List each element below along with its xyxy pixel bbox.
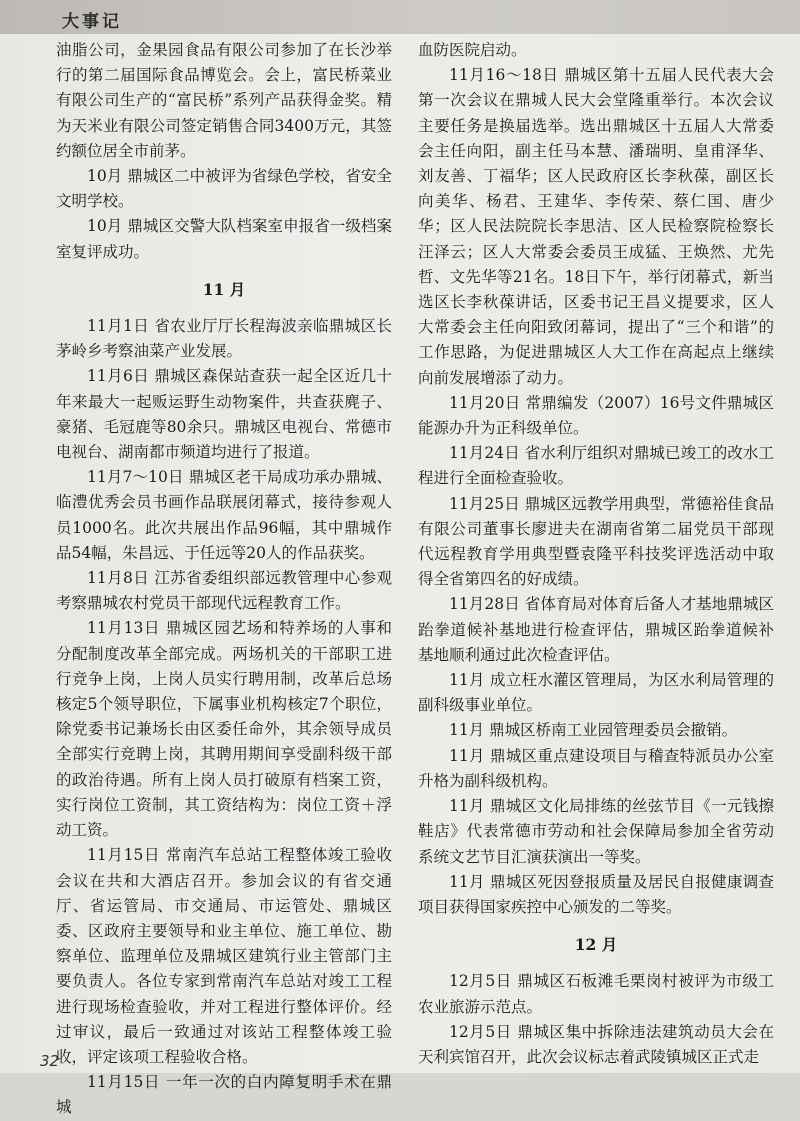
event-paragraph: 12月5日 鼎城区集中拆除违法建筑动员大会在天利宾馆召开，此次会议标志着武陵镇城区正式走 — [418, 1022, 774, 1066]
event-paragraph: 11月25日 鼎城区远教学用典型，常德裕佳食品有限公司董事长廖进夫在湖南省第二届党员干部现代远程教育学用典型暨袁隆平科技奖评选活动中取得全省第四名的好成绩。 — [418, 494, 774, 589]
month-heading: 11 月 — [202, 279, 246, 299]
event-paragraph: 11月24日 省水利厅组织对鼎城已竣工的改水工程进行全面检查验收。 — [418, 444, 774, 488]
page-number: 32 — [40, 1052, 60, 1070]
event-paragraph: 11月20日 常鼎编发（2007）16号文件鼎城区能源办升为正科级单位。 — [418, 393, 774, 438]
event-paragraph: 12月5日 鼎城区石板滩毛栗岗村被评为市级工农业旅游示范点。 — [418, 972, 774, 1016]
running-header — [0, 0, 800, 34]
event-paragraph: 11月16～18日 鼎城区第十五届人民代表大会第一次会议在鼎城人民大会堂隆重举行。本次会议主要任务是换届选举。选出鼎城区十五届人大常委会主任向阳，副主任马本慧、潘瑞明、皇甫泽华、刘友善、丁福华；区人民政府区长李秋葆，副区长向美华、杨君、王建华、李传荣、蔡仁国、唐少华；区人民法院院长李思洁、区人民检察院检察长汪泽云；区人大常委会委员王成猛、王焕然、尤先哲、文先华等21名。18日下午，举行闭幕式，新当选区长李秋葆讲话，区委书记王昌义提要求，区人大常委会主任向阳致闭幕词，提出了“三个和谐”的工作思路，为促进鼎城区人大工作在高起点上继续向前发展增添了动力。 — [418, 66, 774, 387]
event-paragraph: 11月 鼎城区文化局排练的丝弦节目《一元钱擦鞋店》代表常德市劳动和社会保障局参加全省劳动系统文艺节目汇演获演出一等奖。 — [418, 797, 774, 866]
event-paragraph: 11月 鼎城区重点建设项目与稽查特派员办公室升格为副科级机构。 — [418, 746, 774, 790]
month-heading: 12 月 — [574, 935, 618, 955]
event-paragraph: 11月15日 常南汽车总站工程整体竣工验收会议在共和大酒店召开。参加会议的有省交通厅、省运管局、市交通局、市运管处、鼎城区委、区政府主要领导和业主单位、施工单位、勘察单位、监理单位及鼎城区建筑行业主管部门主要负责人。各位专家到常南汽车总站对竣工工程进行现场检查验收，并对工程进行整体评价。经过审议，最后一致通过对该站工程整体竣工验收，评定该项工程验收合格。 — [56, 846, 392, 1066]
event-paragraph: 11月6日 鼎城区森保站查获一起全区近几十年来最大一起贩运野生动物案件，共查获麂子、豪猪、毛冠鹿等80余只。鼎城区电视台、常德市电视台、湖南都市频道均进行了报道。 — [56, 367, 392, 462]
event-paragraph: 10月 鼎城区交警大队档案室申报省一级档案室复评成功。 — [56, 217, 392, 261]
event-paragraph: 11月13日 鼎城区园艺场和特养场的人事和分配制度改革全部完成。两场机关的干部职工进行竞争上岗，上岗人员实行聘用制，改革后总场核定5个领导职位，下属事业机构核定7个职位，除党委书记兼场长由区委任命外，其余领导成员全部实行竞聘上岗，其聘用期间享受副科级干部的政治待遇。所有上岗人员打破原有档案工资，实行岗位工资制，其工资结构为：岗位工资＋浮动工资。 — [56, 619, 392, 840]
event-paragraph: 10月 鼎城区二中被评为省绿色学校，省安全文明学校。 — [56, 167, 392, 211]
event-paragraph: 11月 鼎城区桥南工业园管理委员会撤销。 — [449, 721, 738, 740]
event-paragraph: 11月28日 省体育局对体育后备人才基地鼎城区跆拳道候补基地进行检查评估，鼎城区跆拳道候补基地顺利通过此次检查评估。 — [418, 595, 774, 664]
event-paragraph: 11月1日 省农业厅厅长程海波亲临鼎城区长茅岭乡考察油菜产业发展。 — [56, 317, 392, 361]
event-paragraph: 11月 鼎城区死因登报质量及居民自报健康调查项目获得国家疾控中心颁发的二等奖。 — [418, 872, 774, 916]
event-paragraph: 11月15日 一年一次的白内障复明手术在鼎城 — [56, 1073, 392, 1117]
event-paragraph: 11月8日 江苏省委组织部远教管理中心参观考察鼎城农村党员干部现代远程教育工作。 — [56, 569, 392, 613]
continued-paragraph: 血防医院启动。 — [418, 41, 527, 59]
event-paragraph: 11月 成立枉水灌区管理局，为区水利局管理的副科级事业单位。 — [418, 671, 774, 715]
continued-paragraph: 油脂公司，金果园食品有限公司参加了在长沙举行的第二届国际食品博览会。会上，富民桥菜业有限公司生产的“富民桥”系列产品获得金奖。精为天米业有限公司签定销售合同3400万元，其签约额位居全市前茅。 — [56, 41, 392, 160]
header-title: 大事记 — [62, 12, 122, 32]
event-paragraph: 11月7～10日 鼎城区老干局成功承办鼎城、临澧优秀会员书画作品联展闭幕式，接待参观人员1000名。此次共展出作品96幅，其中鼎城作品54幅，朱昌远、于任远等20人的作品获奖。 — [56, 468, 392, 562]
left-column — [56, 38, 392, 1121]
right-column — [418, 38, 774, 1070]
